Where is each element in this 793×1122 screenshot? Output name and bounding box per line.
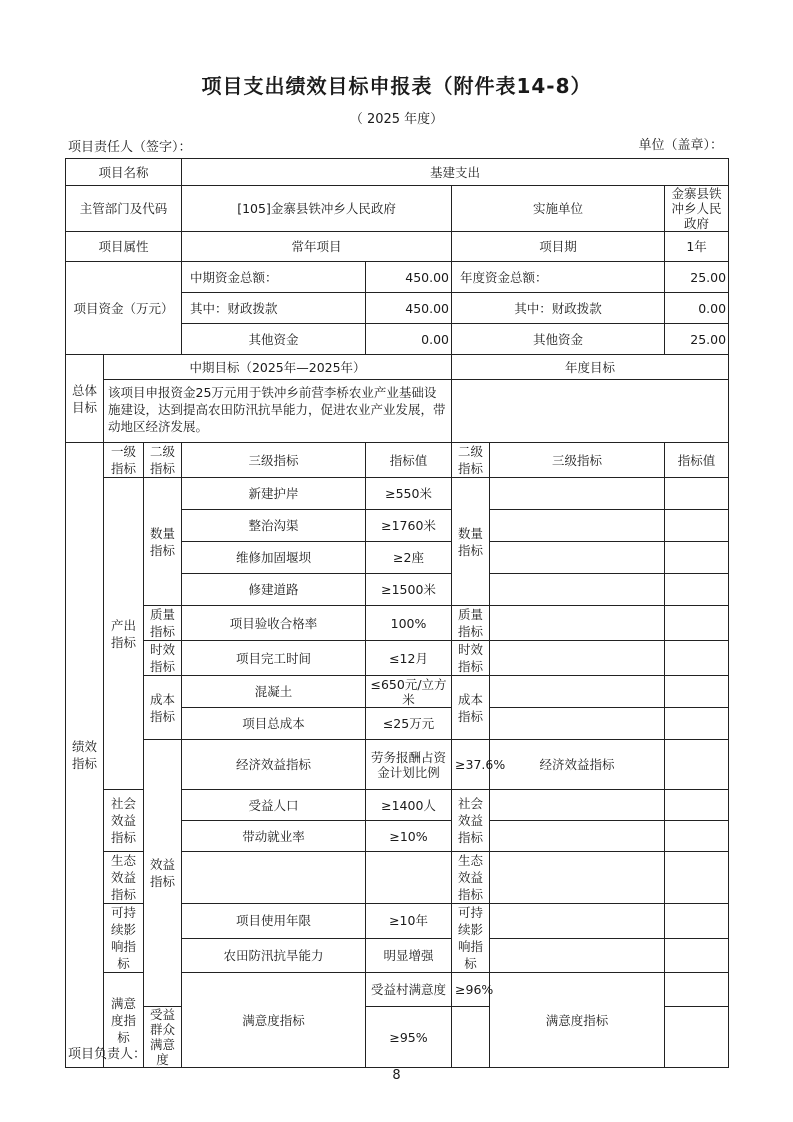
- table-row-name: 农田防汛抗旱能力: [182, 938, 366, 973]
- responsible-person-label: 项目负责人：: [68, 1047, 147, 1062]
- right-quality-label: 质量指标: [452, 606, 490, 641]
- impl-unit-label: 实施单位: [452, 186, 665, 232]
- table-row-value: ≤650元/立方米: [366, 676, 452, 708]
- table-row-value: ≥10年: [366, 904, 452, 939]
- table-row-name: 整治沟渠: [182, 510, 366, 542]
- year-total-value: 25.00: [665, 262, 729, 293]
- project-attr-label: 项目属性: [66, 232, 182, 262]
- right-timeliness-label: 时效指标: [452, 641, 490, 676]
- year-fiscal-value: 0.00: [665, 293, 729, 324]
- right-economic-label: 经济效益指标: [490, 740, 665, 790]
- table-row-name: 受益群众满意度: [144, 1007, 182, 1068]
- signer-label: 项目责任人（签字）：: [68, 140, 192, 155]
- performance-indicator-label: 绩效指标: [66, 443, 104, 1068]
- fiscal-year: （ 2025 年度）: [349, 112, 444, 127]
- right-level3-header: 三级指标: [490, 443, 665, 478]
- right-value-header: 指标值: [665, 443, 729, 478]
- table-row-name: 修建道路: [182, 574, 366, 606]
- table-row-value: ≥96%: [452, 973, 490, 1007]
- mid-fiscal-label: 其中：财政拨款: [182, 293, 366, 324]
- year-total-label: 年度资金总额：: [452, 262, 665, 293]
- table-row-name: 项目完工时间: [182, 641, 366, 676]
- mid-total-value: 450.00: [366, 262, 452, 293]
- mid-total-label: 中期资金总额：: [182, 262, 366, 293]
- right-sustain-label: 可持续影响指标: [452, 904, 490, 973]
- unit-seal-label: 单位（盖章）：: [638, 138, 723, 153]
- right-cost-label: 成本指标: [452, 676, 490, 740]
- table-row-value: ≥1500米: [366, 574, 452, 606]
- project-period-label: 项目期: [452, 232, 665, 262]
- year-goal-text: [452, 380, 729, 443]
- table-row-name: 项目使用年限: [182, 904, 366, 939]
- output-indicator-label: 产出指标: [104, 478, 144, 790]
- level3-header: 三级指标: [182, 443, 366, 478]
- table-row-value: ≥2座: [366, 542, 452, 574]
- value-header: 指标值: [366, 443, 452, 478]
- right-social-label: 社会效益指标: [452, 790, 490, 852]
- form-title: 项目支出绩效目标申报表（附件表14-8）: [201, 74, 592, 98]
- table-row-value: ≥550米: [366, 478, 452, 510]
- table-row-value: ≥10%: [366, 821, 452, 852]
- table-row-value: 100%: [366, 606, 452, 641]
- satisfaction-l1-label: 满意度指标: [104, 973, 144, 1068]
- right-quantity-label: 数量指标: [452, 478, 490, 606]
- mid-other-value: 0.00: [366, 324, 452, 355]
- level2-header: 二级指标: [144, 443, 182, 478]
- performance-goal-table: [65, 158, 729, 1068]
- year-fiscal-label: 其中：财政拨款: [452, 293, 665, 324]
- table-row-value: ≤25万元: [366, 708, 452, 740]
- project-name-value: 基建支出: [182, 159, 729, 186]
- table-row-name: 项目验收合格率: [182, 606, 366, 641]
- right-satisfaction-label: 满意度指标: [490, 973, 665, 1068]
- table-row-value: ≤12月: [366, 641, 452, 676]
- effect-indicator-label: 效益指标: [144, 740, 182, 1007]
- eco-indicator-label: 生态效益指标: [104, 852, 144, 904]
- mid-goal-text: 该项目申报资金25万元用于铁冲乡前营李桥农业产业基础设施建设，达到提高农田防汛抗旱能力，促进农业产业发展，带动地区经济发展。: [104, 380, 452, 443]
- year-other-label: 其他资金: [452, 324, 665, 355]
- mid-goal-header: 中期目标（2025年—2025年）: [104, 355, 452, 380]
- table-row-value: ≥1760米: [366, 510, 452, 542]
- social-indicator-label: 社会效益指标: [104, 790, 144, 852]
- project-period-value: 1年: [665, 232, 729, 262]
- dept-label: 主管部门及代码: [66, 186, 182, 232]
- table-row-name: 新建护岸: [182, 478, 366, 510]
- table-row-value: ≥1400人: [366, 790, 452, 821]
- table-row-name: 受益人口: [182, 790, 366, 821]
- timeliness-indicator-label: 时效指标: [144, 641, 182, 676]
- project-name-label: 项目名称: [66, 159, 182, 186]
- quantity-indicator-label: 数量指标: [144, 478, 182, 606]
- table-row-name: 劳务报酬占资金计划比例: [366, 740, 452, 790]
- mid-other-label: 其他资金: [182, 324, 366, 355]
- table-row-value: ≥37.6%: [452, 740, 490, 790]
- economic-indicator-label: 经济效益指标: [182, 740, 366, 790]
- table-row-value: 明显增强: [366, 938, 452, 973]
- table-row-name: 维修加固堰坝: [182, 542, 366, 574]
- dept-value: [105]金寨县铁冲乡人民政府: [182, 186, 452, 232]
- table-row-name: 受益村满意度: [366, 973, 452, 1007]
- quality-indicator-label: 质量指标: [144, 606, 182, 641]
- sustain-indicator-label: 可持续影响指标: [104, 904, 144, 973]
- table-row-name: 混凝土: [182, 676, 366, 708]
- year-other-value: 25.00: [665, 324, 729, 355]
- impl-unit-value: 金寨县铁冲乡人民政府: [665, 186, 729, 232]
- satisfaction-l2-label: 满意度指标: [182, 973, 366, 1068]
- project-funds-label: 项目资金（万元）: [66, 262, 182, 355]
- table-row-value: ≥95%: [366, 1007, 452, 1068]
- mid-fiscal-value: 450.00: [366, 293, 452, 324]
- year-goal-header: 年度目标: [452, 355, 729, 380]
- right-eco-label: 生态效益指标: [452, 852, 490, 904]
- cost-indicator-label: 成本指标: [144, 676, 182, 740]
- page-number: 8: [392, 1068, 401, 1083]
- level1-header: 一级指标: [104, 443, 144, 478]
- overall-goal-label: 总体目标: [66, 355, 104, 443]
- project-attr-value: 常年项目: [182, 232, 452, 262]
- table-row-name: 带动就业率: [182, 821, 366, 852]
- table-row-name: 项目总成本: [182, 708, 366, 740]
- right-level2-header: 二级指标: [452, 443, 490, 478]
